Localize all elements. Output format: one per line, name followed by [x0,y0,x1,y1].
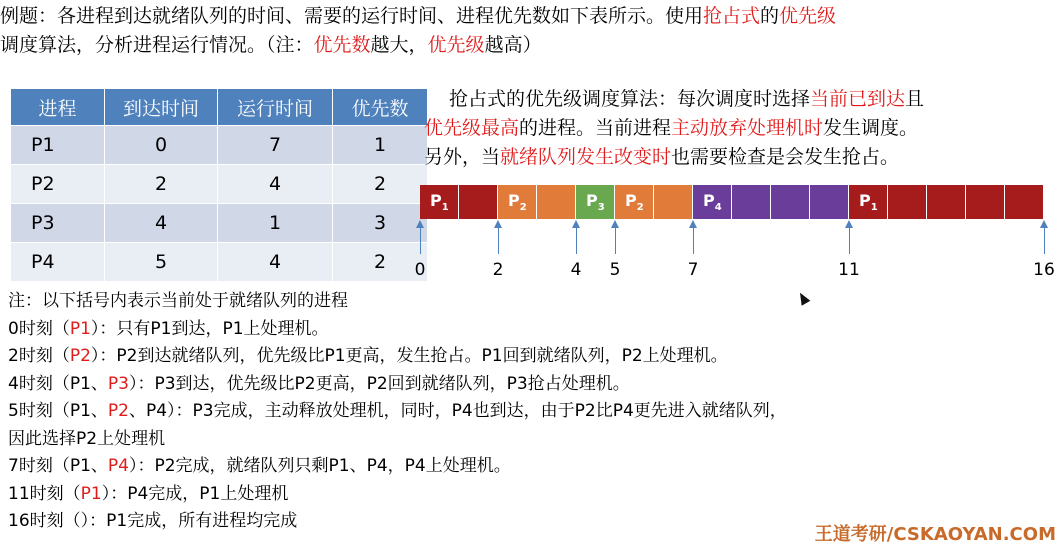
gantt-block [849,185,888,219]
note-line: 7时刻（P1、P4）：P2完成，就绪队列只剩P1、P4，P4上处理机。 [8,456,511,476]
note-line: 0时刻（P1）：只有P1到达，P1上处理机。 [8,318,329,339]
table-cell: 1 [333,126,428,165]
table-header-row [11,89,428,126]
timeline-arrow-icon [849,222,850,254]
table-cell: P2 [11,165,105,204]
table-row [11,165,428,204]
time-label: 4 [570,260,582,280]
watermark: 王道考研/CSKAOYAN.COM [814,524,1056,545]
gantt-block [537,185,576,219]
gantt-label: $P_2$ [508,191,527,214]
gantt-block [498,185,537,219]
gantt-block [732,185,771,219]
table-cell: 5 [105,243,218,282]
table-header: 运行时间 [218,89,333,126]
table-cell: 4 [105,204,218,243]
note-line: 4时刻（P1、P3）：P3到达，优先级比P2更高，P2回到就绪队列，P3抢占处理机。 [8,373,630,394]
table-header: 到达时间 [105,89,218,126]
note-line: 2时刻（P2）：P2到达就绪队列，优先级比P1更高，发生抢占。P1回到就绪队列，P2上处理机。 [8,346,728,366]
algorithm-description: 抢占式的优先级调度算法：每次调度时选择当前已到达且 优先级最高的进程。当前进程主动放弃处理机时发生调度。 另外，当就绪队列发生改变时也需要检查是会发生抢占。 [424,88,925,168]
gantt-block [576,185,615,219]
table-cell: P4 [11,243,105,282]
table-row [11,243,428,282]
gantt-block [654,185,693,219]
process-table [10,88,428,282]
table-cell: 0 [105,126,218,165]
note-line: 16时刻（）：P1完成，所有进程均完成 [8,511,298,531]
table-cell: P1 [11,126,105,165]
notes-header: 注：以下括号内表示当前处于就绪队列的进程 [8,291,348,311]
note-line: 因此选择P2上处理机 [8,428,166,449]
gantt-block [420,185,459,219]
table-cell: 2 [333,165,428,204]
time-label: 16 [1033,260,1055,280]
table-cell: 4 [218,165,333,204]
timeline-arrow-icon [693,222,694,254]
gantt-label: $P_4$ [703,191,722,214]
gantt-label: $P_1$ [859,191,878,214]
timeline-arrow-icon [1044,222,1045,254]
gantt-block [1005,185,1044,219]
table-cell: 4 [218,243,333,282]
table-cell: 2 [105,165,218,204]
timeline-arrow-icon [498,222,499,254]
table-cell: 7 [218,126,333,165]
table-row [11,204,428,243]
gantt-block [810,185,849,219]
table-row [11,126,428,165]
table-cell: 1 [218,204,333,243]
table-header: 进程 [11,89,105,126]
gantt-block [966,185,1005,219]
gantt-block [459,185,498,219]
timeline-arrow-icon [576,222,577,254]
timeline-arrow-icon [420,222,421,254]
time-label: 0 [414,260,426,280]
table-cell: P3 [11,204,105,243]
gantt-block [888,185,927,219]
gantt-label: $P_3$ [586,191,605,214]
note-line: 5时刻（P1、P2、P4）：P3完成，主动释放处理机，同时，P4也到达，由于P2比P4更先进入就绪队列， [8,401,787,421]
problem-title: 例题：各进程到达就绪队列的时间、需要的运行时间、进程优先数如下表所示。使用抢占式的优先级 调度算法，分析进程运行情况。（注：优先数越大，优先级越高） [0,5,837,56]
gantt-label: $P_2$ [625,191,644,214]
gantt-block [771,185,810,219]
table-header: 优先数 [333,89,428,126]
time-label: 2 [492,260,504,280]
gantt-block [615,185,654,219]
time-label: 7 [687,260,699,280]
table-cell: 2 [333,243,428,282]
time-label: 11 [838,260,860,280]
gantt-chart [420,185,1044,219]
gantt-block [927,185,966,219]
time-label: 5 [609,260,621,280]
timeline-arrow-icon [615,222,616,254]
gantt-block [693,185,732,219]
note-line: 11时刻（P1）：P4完成，P1上处理机 [8,483,289,504]
execution-notes [8,288,1048,536]
gantt-label: $P_1$ [430,191,449,214]
table-cell: 3 [333,204,428,243]
